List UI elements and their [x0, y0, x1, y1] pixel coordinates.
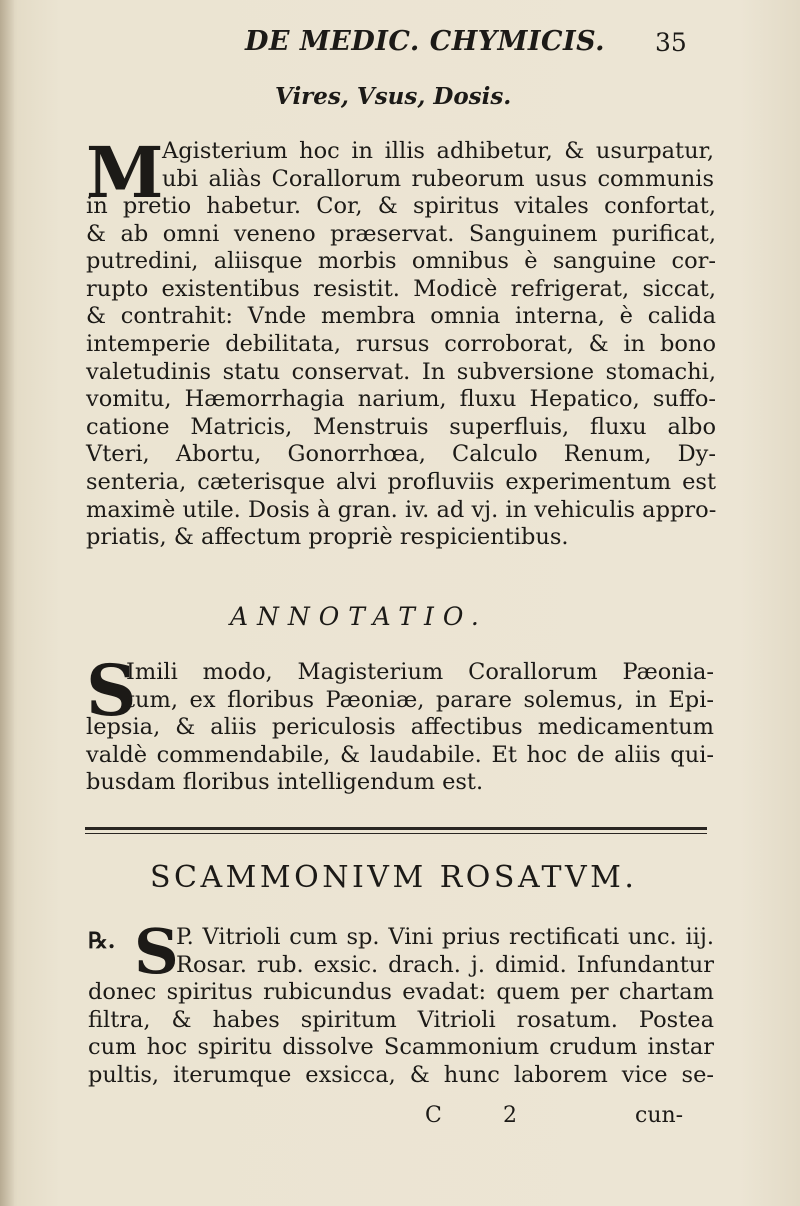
text-line: Imili modo, Magisterium Corallorum Pæonia- — [126, 659, 714, 685]
drop-cap-m: M — [86, 131, 164, 214]
text-line: P. Vitrioli cum sp. Vini prius rectificati unc. iij. — [176, 924, 714, 950]
text-line: busdam floribus intelligendum est. — [86, 769, 484, 796]
text-line: pultis, iterumque exsicca, & hunc laborem vice se- — [88, 1061, 714, 1088]
text-line: lepsia, & aliis periculosis affectibus medicamentum — [86, 714, 714, 740]
section1-body — [86, 193, 716, 552]
page-header — [0, 22, 800, 62]
text-line: intemperie debilitata, rursus corroborat, & in bono — [86, 330, 716, 357]
drop-cap-s-recipe: S — [134, 915, 179, 988]
section-subheading: Vires, Vsus, Dosis. — [275, 83, 512, 110]
text-line: Vteri, Abortu, Gonorrhœa, Calculo Renum, Dy- — [86, 441, 716, 468]
section-title: SCAMMONIVM ROSATVM. — [150, 860, 638, 895]
text-line: Agisterium hoc in illis adhibetur, & usurpatur, — [162, 138, 714, 164]
text-line: maximè utile. Dosis à gran. iv. ad vj. in vehiculis appro- — [86, 496, 717, 523]
text-line: valdè commendabile, & laudabile. Et hoc de aliis qui- — [86, 741, 714, 768]
section-divider-thin — [85, 833, 707, 834]
page-gutter-shadow — [0, 0, 14, 1206]
page-number: 35 — [655, 28, 687, 57]
signature-mark-number: 2 — [503, 1103, 517, 1128]
text-line: & contrahit: Vnde membra omnia interna, è calida — [86, 303, 716, 330]
text-line: priatis, & affectum propriè respicientibus. — [86, 524, 569, 551]
text-line: filtra, & habes spiritum Vitrioli rosatum. Postea — [88, 1006, 714, 1033]
text-line: tum, ex floribus Pæoniæ, parare solemus, in Epi- — [126, 686, 714, 713]
text-line: valetudinis statu conservat. In subversione stomachi, — [86, 358, 716, 385]
text-line: & ab omni veneno præservat. Sanguinem purificat, — [86, 220, 716, 247]
text-line: in pretio habetur. Cor, & spiritus vitales confortat, — [86, 193, 716, 219]
text-line: rupto existentibus resistit. Modicè refrigerat, siccat, — [86, 275, 716, 302]
section3-head-lines — [176, 924, 714, 979]
section2-head-lines — [126, 659, 714, 714]
text-line: ubi aliàs Corallorum rubeorum usus communis — [162, 165, 714, 192]
section1-head-lines — [162, 138, 714, 193]
text-line: donec spiritus rubicundus evadat: quem per chartam — [88, 979, 714, 1005]
section-divider-thick — [85, 827, 707, 830]
text-line: senteria, cæterisque alvi profluviis experimentum est — [86, 468, 716, 495]
text-line: catione Matricis, Menstruis superfluis, fluxu albo — [86, 413, 716, 440]
text-line: vomitu, Hæmorrhagia narium, fluxu Hepatico, suffo- — [86, 386, 716, 413]
recipe-symbol: ℞. — [88, 928, 116, 954]
text-line: cum hoc spiritu dissolve Scammonium crudum instar — [88, 1034, 714, 1061]
signature-mark-letter: C — [425, 1103, 442, 1128]
section3-body — [88, 979, 714, 1089]
text-line: Rosar. rub. exsic. drach. j. dimid. Infundantur — [176, 951, 714, 978]
catchword: cun- — [635, 1103, 684, 1128]
annotatio-heading: ANNOTATIO. — [230, 602, 488, 631]
text-line: putredini, aliisque morbis omnibus è sanguine cor- — [86, 248, 716, 275]
section2-body — [86, 714, 714, 797]
drop-cap-s: S — [86, 649, 137, 732]
running-title: DE MEDIC. CHYMICIS. — [245, 26, 606, 57]
